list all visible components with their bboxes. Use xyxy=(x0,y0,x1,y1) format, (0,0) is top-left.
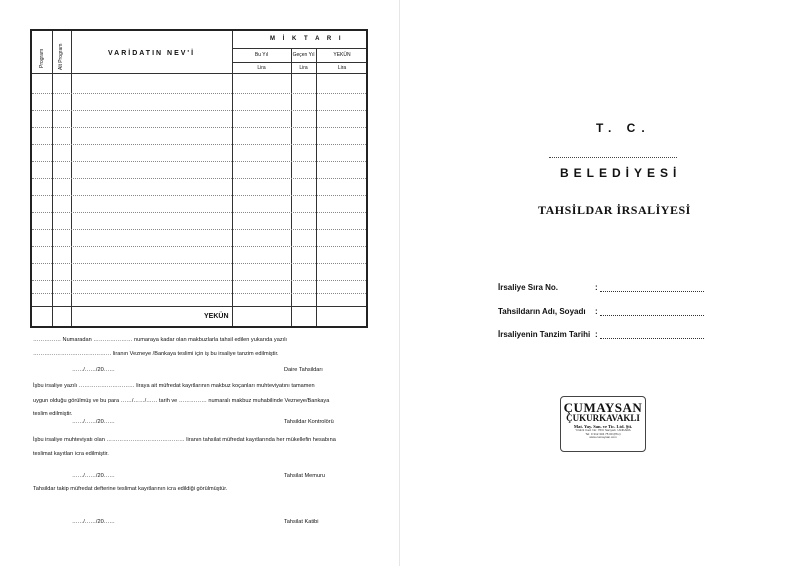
program-header: Program xyxy=(39,48,45,68)
logo-subname: ÇUKURKAVAKLI xyxy=(566,413,640,423)
municipality-name-field[interactable] xyxy=(549,157,677,158)
signature-tahsilat-memuru: Tahsilat Memuru xyxy=(284,473,326,479)
table-row-line xyxy=(32,144,366,145)
unit-label: Lira xyxy=(257,65,266,71)
unit-label: Lira xyxy=(337,65,347,71)
miktari-header: M İ K T A R I xyxy=(270,36,344,42)
colon: : xyxy=(595,330,598,339)
statement-3-line-2: teslimat kayıtları icra edilmiştir. xyxy=(33,451,109,457)
varidat-nevi-header: VARİDATIN NEV'İ xyxy=(108,50,196,57)
publisher-logo xyxy=(560,396,646,452)
table-row-line xyxy=(32,246,366,247)
header-rule xyxy=(232,62,366,63)
statement-4: Tahsildar takip müfredat defterine teslimat kayıtlarının icra edildiği görülmüştür. xyxy=(33,486,228,492)
statement-1-line-1: …………… Numaradan ………………… numaraya kadar olan makbuzlarla tahsil edilen yukarıda yazılı xyxy=(33,337,287,343)
bu-yil-header: Bu Yıl xyxy=(254,52,269,58)
statement-2-line-2: uygun olduğu görülmüş ve bu para ……/……/…… tarih ve …………… numaralı makbuz muhabilinde Vezneye/Bankaya xyxy=(33,398,330,404)
irsaliye-sira-no-field[interactable] xyxy=(600,291,704,292)
table-row-line xyxy=(32,263,366,264)
column-divider xyxy=(316,48,317,326)
logo-address: Yıldızlı Cad. No: 76/C Sarıyazı / ANKARA xyxy=(575,428,631,432)
table-row-line xyxy=(32,280,366,281)
colon: : xyxy=(595,307,598,316)
yekun-header: YEKÜN xyxy=(333,52,351,58)
belediyesi-heading: BELEDİYESİ xyxy=(560,166,682,180)
date-field-3: ……/……/20…… xyxy=(72,473,115,479)
statement-1-line-2: …………………………………… liranın Vezneye /Bankaya teslimi için iş bu irsaliye tanzim edilmiştir. xyxy=(33,351,279,357)
tahsildar-adi-label: Tahsildarın Adı, Soyadı xyxy=(498,307,586,316)
ledger-table xyxy=(30,29,368,328)
statement-3-line-1: İşbu irsaliye muhteviyatı olan …………………………………… liranın tahsilat müfredat kayıtlarında her mükellefin hesabına xyxy=(33,437,336,443)
alt-program-header: Alt Program xyxy=(58,43,64,70)
table-row-line xyxy=(32,293,366,294)
logo-name: ÇUMAYSAN xyxy=(563,400,643,415)
gecen-yil-header: Geçen Yıl xyxy=(292,52,315,58)
tahsildar-adi-field[interactable] xyxy=(600,315,704,316)
statement-2-line-3: teslim edilmiştir. xyxy=(33,411,73,417)
table-row-line xyxy=(32,110,366,111)
date-field-2: ……/……/20…… xyxy=(72,419,115,425)
column-divider xyxy=(291,48,292,326)
signature-daire-tahsildari: Daire Tahsildarı xyxy=(284,367,323,373)
total-row-rule xyxy=(32,306,366,307)
statement-2-line-1: İşbu irsaliye yazılı ………………………… liraya ait müfredat kayıtlarının makbuz koçanları muhteviyatını tamamen xyxy=(33,383,315,389)
unit-label: Lira xyxy=(299,65,308,71)
tanzim-tarihi-label: İrsaliyenin Tanzim Tarihi xyxy=(498,330,591,339)
table-row-line xyxy=(32,178,366,179)
table-row-line xyxy=(32,161,366,162)
table-row-line xyxy=(32,127,366,128)
colon: : xyxy=(595,283,598,292)
tc-heading: T. C. xyxy=(596,121,651,135)
signature-tahsildar-kontroloru: Tahsildar Kontrolörü xyxy=(284,419,334,425)
logo-website: www.cumaysan.com xyxy=(589,435,617,440)
document-title: TAHSİLDAR İRSALİYESİ xyxy=(538,203,691,217)
logo-company: Mat. Yay. San. ve Tic. Ltd. Şti. xyxy=(573,424,633,429)
signature-tahsilat-katibi: Tahsilat Katibi xyxy=(284,519,319,525)
logo-phone: Tel: 0 312 334 75 00 (Pbx) xyxy=(585,431,621,436)
header-rule xyxy=(32,73,366,74)
table-row-line xyxy=(32,229,366,230)
irsaliye-sira-no-label: İrsaliye Sıra No. xyxy=(498,283,559,292)
table-row-line xyxy=(32,212,366,213)
header-rule xyxy=(232,48,366,49)
right-page xyxy=(400,0,800,566)
total-label: YEKÜN xyxy=(204,313,229,320)
date-field-1: ……/……/20…… xyxy=(72,367,115,373)
date-field-4: ……/……/20…… xyxy=(72,519,115,525)
table-row-line xyxy=(32,93,366,94)
tanzim-tarihi-field[interactable] xyxy=(600,338,704,339)
table-row-line xyxy=(32,195,366,196)
